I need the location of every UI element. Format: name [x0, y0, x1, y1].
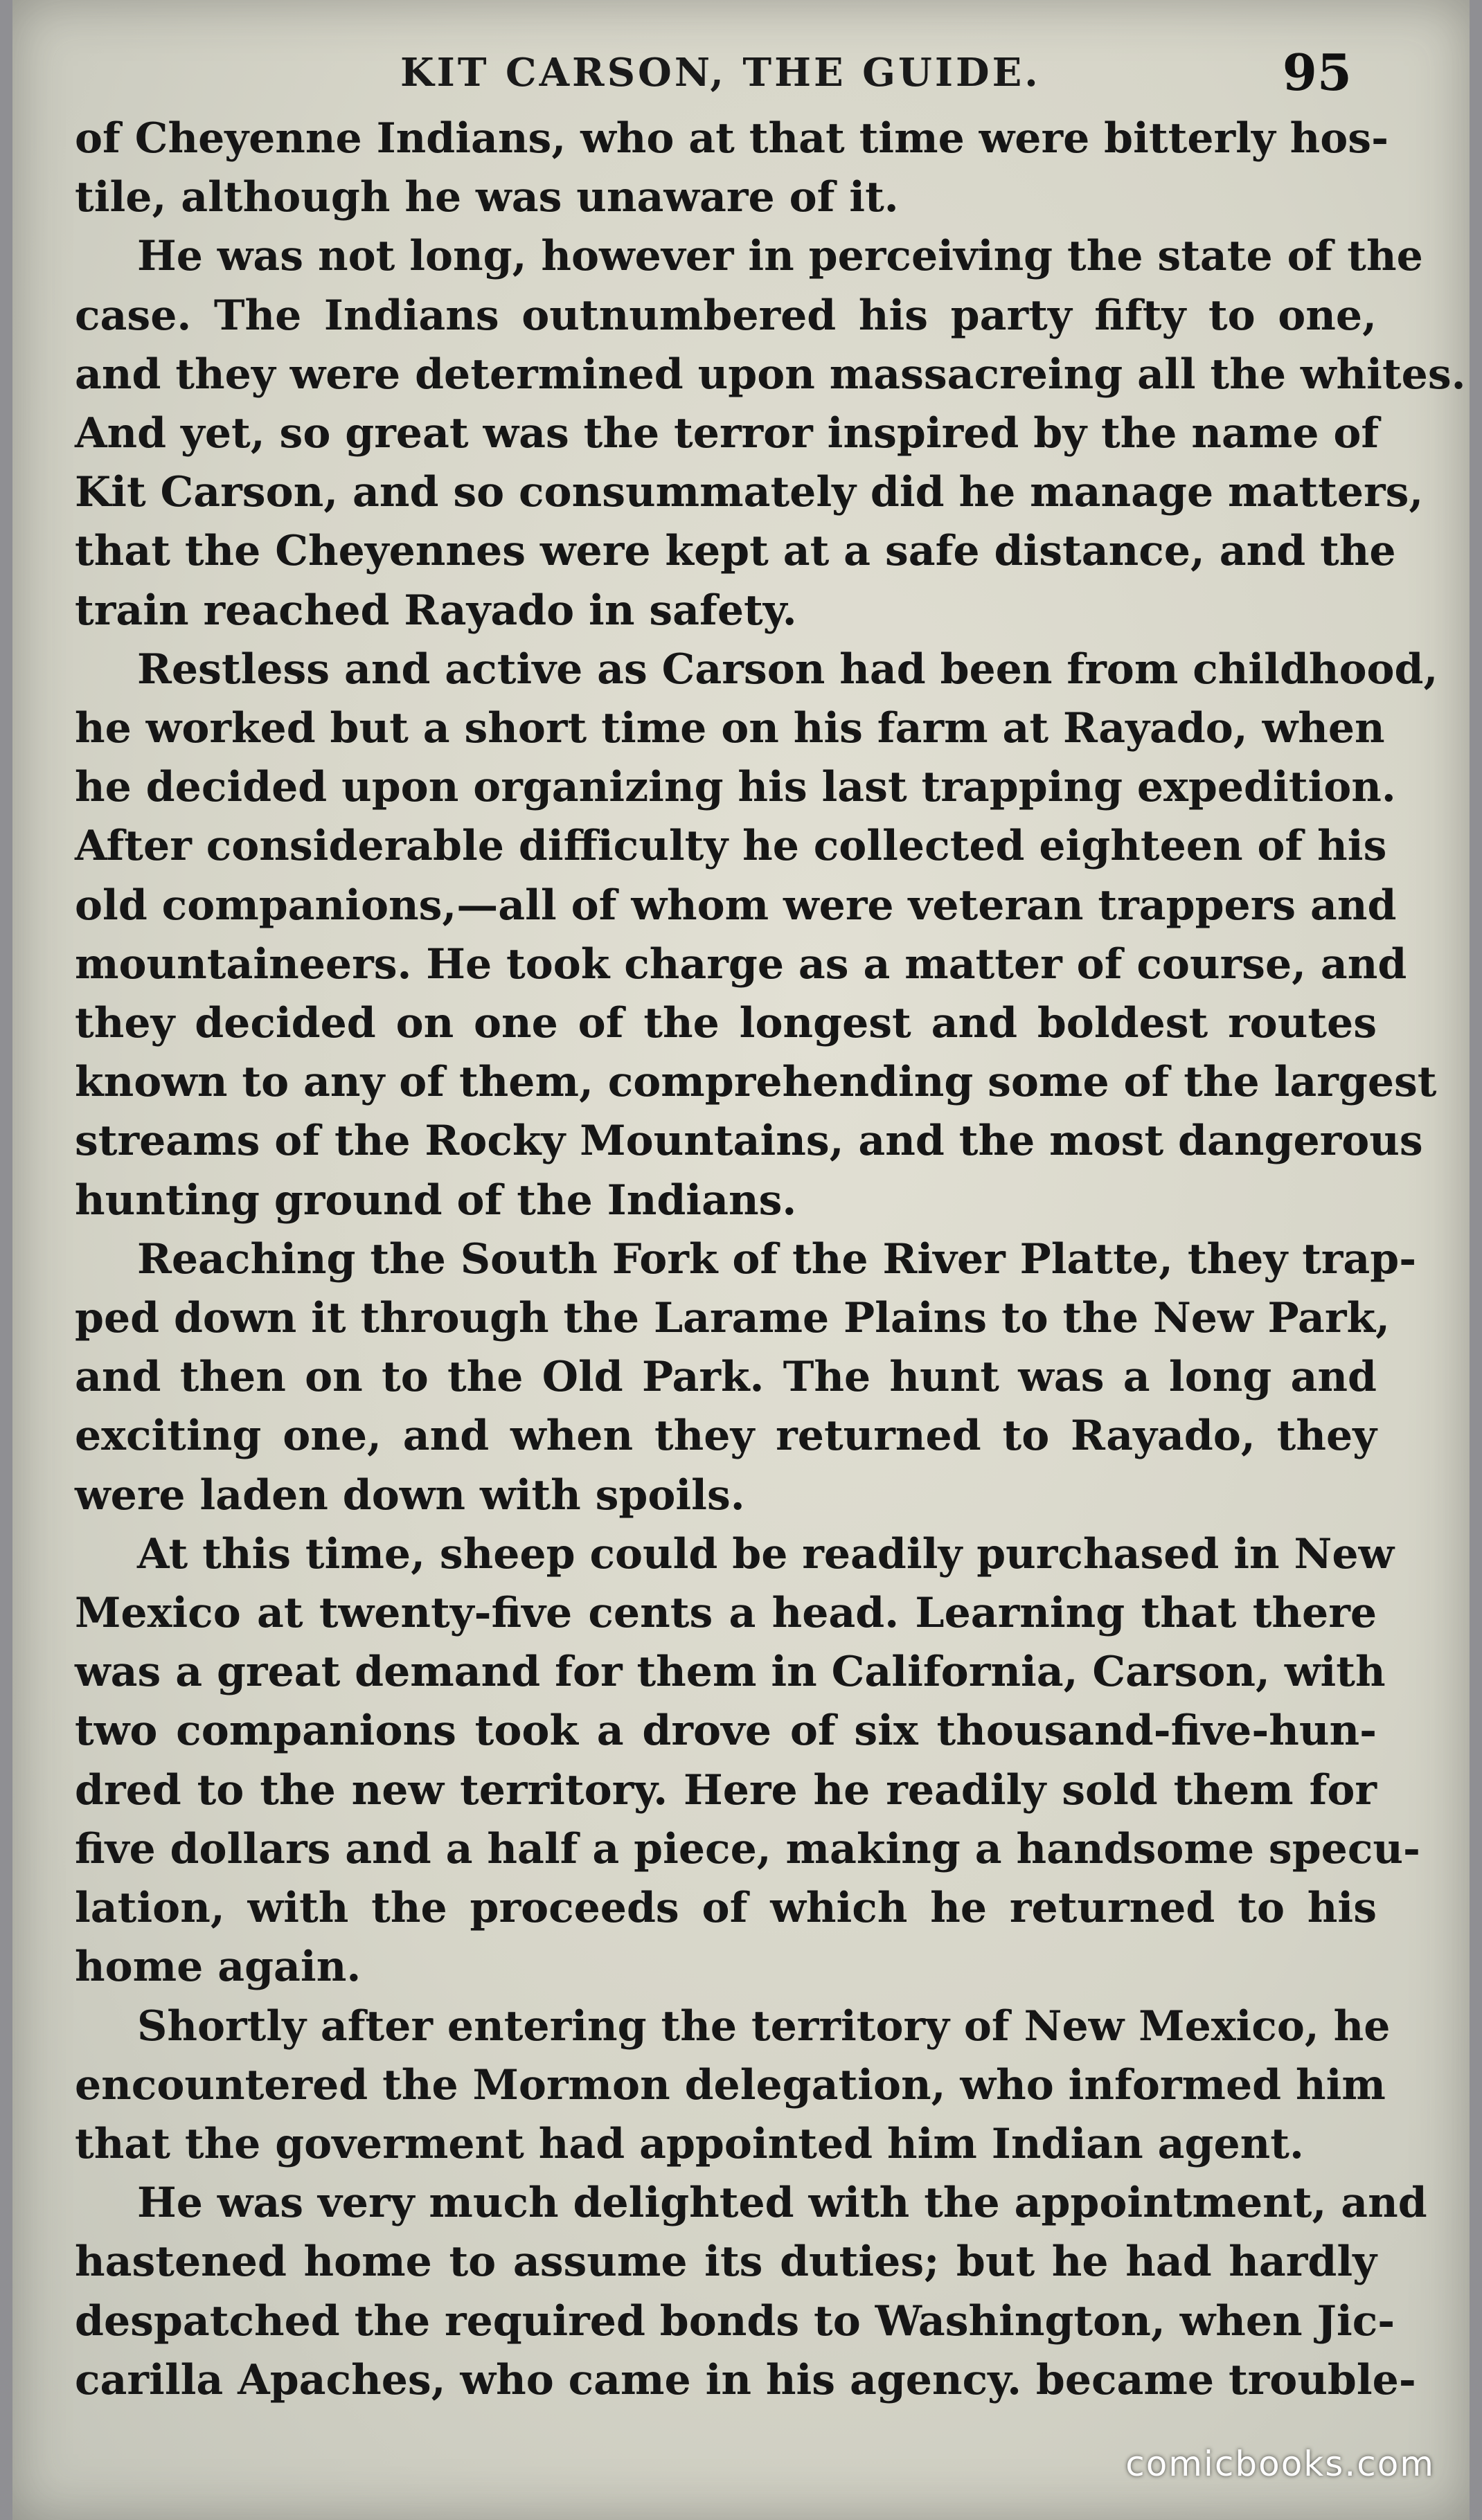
text-line: and then on to the Old Park. The hunt was a long and — [75, 1353, 1377, 1402]
text-line: Shortly after entering the territory of New Mexico, he — [137, 2001, 1391, 2051]
text-line: exciting one, and when they returned to Rayado, they — [75, 1412, 1377, 1461]
text-line: encountered the Mormon delegation, who informed him — [75, 2060, 1386, 2109]
text-line: and they were determined upon massacreing all the whites. — [75, 350, 1466, 399]
text-line: they decided on one of the longest and boldest routes — [75, 999, 1377, 1048]
text-line: He was very much delighted with the appointment, and — [137, 2179, 1427, 2228]
text-line: old companions,—all of whom were veteran trappers and — [75, 881, 1397, 930]
text-line: Reaching the South Fork of the River Platte, they trap- — [137, 1234, 1417, 1284]
text-line: two companions took a drove of six thousand-five-hun- — [75, 1707, 1377, 1756]
text-line: he decided upon organizing his last trapping expedition. — [75, 763, 1396, 812]
book-page — [12, 0, 1470, 2520]
paragraph — [75, 1997, 1391, 2175]
watermark: comicbooks.com — [1125, 2444, 1435, 2484]
text-line: of Cheyenne Indians, who at that time were bitterly hos- — [75, 114, 1389, 163]
text-line: he worked but a short time on his farm at Rayado, when — [75, 704, 1385, 753]
text-line: hunting ground of the Indians. — [75, 1176, 797, 1225]
page-number: 95 — [1282, 43, 1352, 102]
paragraph — [75, 1525, 1420, 1997]
text-line: ped down it through the Larame Plains to the New Park, — [75, 1294, 1390, 1343]
paragraph — [75, 1230, 1417, 1525]
paragraph — [75, 2174, 1427, 2410]
text-line: lation, with the proceeds of which he returned to his — [75, 1884, 1377, 1933]
text-line: After considerable difficulty he collected eighteen of his — [75, 822, 1387, 871]
text-line: hastened home to assume its duties; but he had hardly — [75, 2238, 1377, 2287]
paragraph — [75, 640, 1438, 1230]
text-line: case. The Indians outnumbered his party fifty to one, — [75, 291, 1377, 340]
paragraph — [75, 109, 1389, 227]
text-line: that the goverment had appointed him Indian agent. — [75, 2119, 1304, 2168]
text-line: were laden down with spoils. — [75, 1470, 745, 1520]
running-title: KIT CARSON, THE GUIDE. — [400, 50, 1041, 96]
text-line: He was not long, however in perceiving the state of the — [137, 232, 1423, 281]
body-text — [75, 109, 1466, 2410]
text-line: Restless and active as Carson had been from childhood, — [137, 645, 1438, 694]
text-line: carilla Apaches, who came in his agency. became trouble- — [75, 2355, 1416, 2404]
paragraph — [75, 227, 1466, 640]
text-line: Kit Carson, and so consummately did he manage matters, — [75, 468, 1424, 517]
text-line: despatched the required bonds to Washington, when Jic- — [75, 2296, 1395, 2346]
text-line: five dollars and a half a piece, making a handsome specu- — [75, 1824, 1420, 1873]
text-line: And yet, so great was the terror inspired by the name of — [75, 409, 1380, 458]
text-line: Mexico at twenty-five cents a head. Learning that there — [75, 1589, 1377, 1638]
running-head — [12, 43, 1470, 105]
text-line: known to any of them, comprehending some of the largest — [75, 1058, 1437, 1107]
text-line: dred to the new territory. Here he readily sold them for — [75, 1765, 1377, 1815]
text-line: tile, although he was unaware of it. — [75, 173, 899, 222]
text-line: mountaineers. He took charge as a matter of course, and — [75, 939, 1407, 989]
text-line: train reached Rayado in safety. — [75, 586, 797, 635]
text-line: At this time, sheep could be readily purchased in New — [137, 1529, 1395, 1578]
text-line: streams of the Rocky Mountains, and the most dangerous — [75, 1117, 1423, 1166]
text-line: home again. — [75, 1943, 361, 1992]
text-line: was a great demand for them in California, Carson, with — [75, 1648, 1386, 1697]
text-line: that the Cheyennes were kept at a safe distance, and the — [75, 527, 1396, 576]
